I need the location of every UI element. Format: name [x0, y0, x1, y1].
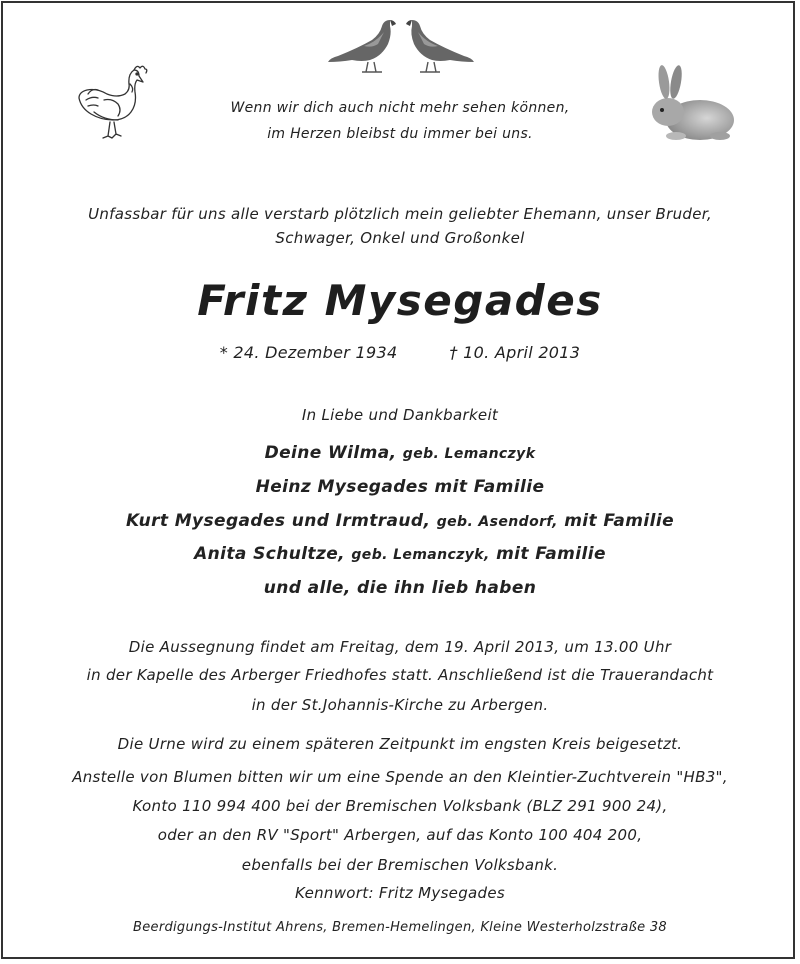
birth-date: * 24. Dezember 1934 — [219, 343, 398, 362]
urn-notice: Die Urne wird zu einem späteren Zeitpunkt im engsten Kreis beigesetzt. — [117, 735, 683, 753]
mourner-name: Heinz Mysegades mit Familie — [255, 477, 545, 497]
mourner-line-3 — [0, 511, 800, 531]
intro-line-1: Unfassbar für uns alle verstarb plötzlich mein geliebter Ehemann, unser Bruder, — [88, 205, 712, 223]
undertaker-info: Beerdigungs-Institut Ahrens, Bremen-Hemelingen, Kleine Westerholzstraße 38 — [133, 920, 667, 935]
mourner-family: mit Familie — [564, 511, 675, 531]
mourner-maiden-name: geb. Asendorf, — [436, 514, 558, 530]
deceased-name: Fritz Mysegades — [197, 276, 603, 325]
donation-line-2: Konto 110 994 400 bei der Bremischen Volksbank (BLZ 291 900 24), — [132, 797, 668, 815]
keyword-line: Kennwort: Fritz Mysegades — [295, 884, 505, 902]
mourners-intro: In Liebe und Dankbarkeit — [301, 406, 499, 424]
mourner-line-1 — [0, 443, 800, 463]
mourner-family: mit Familie — [496, 544, 606, 564]
service-line-1: Die Aussegnung findet am Freitag, dem 19. April 2013, um 13.00 Uhr — [128, 638, 672, 656]
mourner-name: und alle, die ihn lieb haben — [263, 578, 537, 598]
intro-line-2: Schwager, Onkel und Großonkel — [275, 229, 525, 247]
mourner-name: Kurt Mysegades und Irmtraud, — [125, 511, 431, 531]
motto-line-2: im Herzen bleibst du immer bei uns. — [267, 126, 533, 142]
service-line-3: in der St.Johannis-Kirche zu Arbergen. — [251, 696, 549, 714]
donation-line-3: oder an den RV "Sport" Arbergen, auf das Konto 100 404 200, — [157, 826, 643, 844]
motto-line-1: Wenn wir dich auch nicht mehr sehen können, — [230, 100, 570, 116]
death-date: † 10. April 2013 — [449, 343, 581, 362]
mourner-name: Anita Schultze, — [194, 544, 346, 564]
mourner-line-2 — [0, 477, 800, 497]
service-line-2: in der Kapelle des Arberger Friedhofes statt. Anschließend ist die Trauerandacht — [86, 666, 714, 684]
mourner-name: Deine Wilma, — [264, 443, 397, 463]
mourner-maiden-name: geb. Lemanczyk — [402, 446, 536, 462]
mourner-line-5 — [0, 578, 800, 598]
donation-line-1: Anstelle von Blumen bitten wir um eine Spende an den Kleintier-Zuchtverein "HB3", — [72, 768, 728, 786]
life-dates — [0, 343, 800, 362]
pigeons-icon — [328, 16, 474, 76]
mourner-maiden-name: geb. Lemanczyk, — [351, 547, 490, 563]
donation-line-4: ebenfalls bei der Bremischen Volksbank. — [241, 856, 559, 874]
mourner-line-4 — [0, 544, 800, 564]
